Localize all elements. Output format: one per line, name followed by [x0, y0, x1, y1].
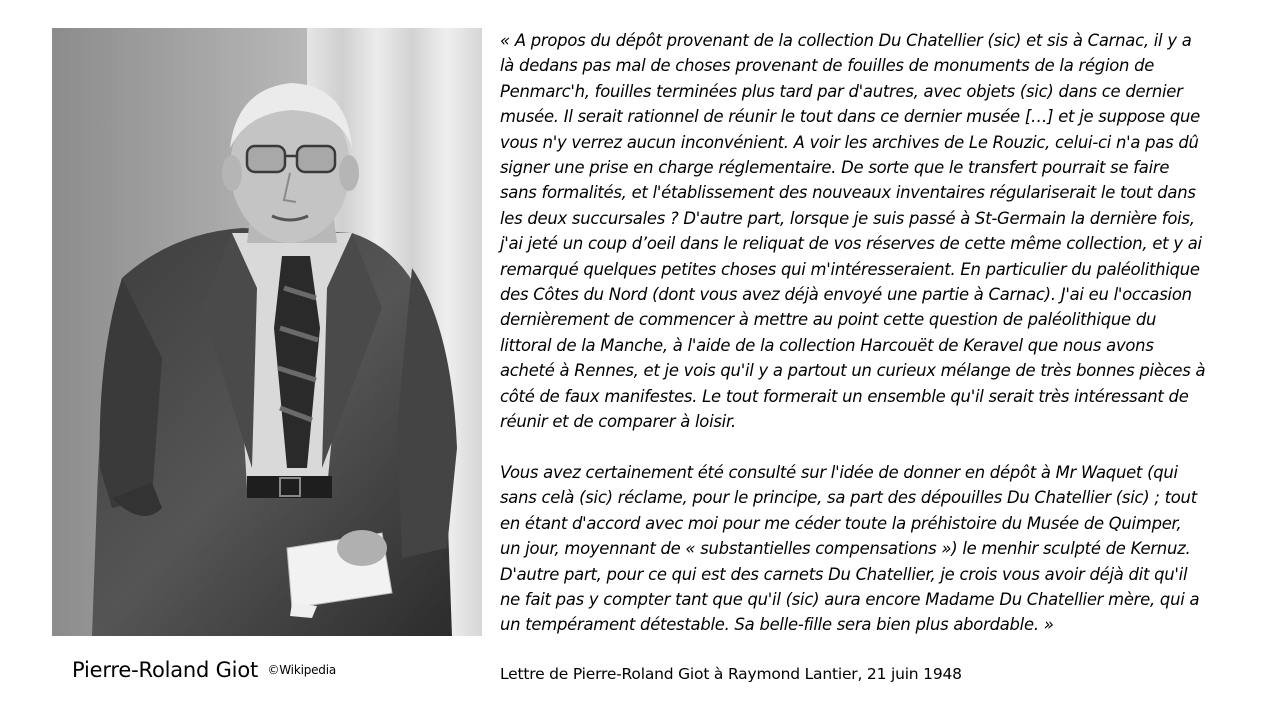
- quote-line: réunir et de comparer à loisir.: [500, 412, 736, 432]
- quote-line: vous n'y verrez aucun inconvénient. A voir les archives de Le Rouzic, celui-ci n'a pas dû: [500, 132, 1199, 152]
- quote-line: un jour, moyennant de « substantielles compensations ») le menhir sculpté de Kernuz.: [500, 539, 1191, 559]
- quote-line: Vous avez certainement été consulté sur l'idée de donner en dépôt à Mr Waquet (qui: [500, 462, 1178, 482]
- quote-line: « A propos du dépôt provenant de la collection Du Chatellier (sic) et sis à Carnac, il y a: [500, 31, 1192, 50]
- quote-line: sans formalités, et l'établissement des nouveaux inventaires régulariserait le tout dans: [500, 183, 1196, 203]
- quote-line: littoral de la Manche, à l'aide de la collection Harcouët de Keravel que nous avons: [500, 335, 1154, 355]
- quote-line: un tempérament détestable. Sa belle-fille sera bien plus abordable. »: [500, 615, 1054, 635]
- letter-quote: [500, 28, 1260, 638]
- quote-line: en étant d'accord avec moi pour me céder toute la préhistoire du Musée de Quimper,: [500, 513, 1182, 533]
- quote-line: acheté à Rennes, et je vois qu'il y a partout un curieux mélange de très bonnes pièces à: [500, 361, 1206, 381]
- quote-line: là dedans pas mal de choses provenant de fouilles de monuments de la région de: [500, 56, 1155, 76]
- quote-line: dernièrement de commencer à mettre au point cette question de paléolithique du: [500, 310, 1157, 330]
- quote-line: D'autre part, pour ce qui est des carnets Du Chatellier, je crois vous avoir déjà dit qu'il: [500, 564, 1188, 584]
- paragraph-break: [500, 435, 1260, 460]
- letter-source: Lettre de Pierre-Roland Giot à Raymond Lantier, 21 juin 1948: [500, 665, 962, 683]
- quote-line: les deux succursales ? D'autre part, lorsque je suis passé à St-Germain la dernière fois,: [500, 208, 1195, 228]
- quote-line: côté de faux manifestes. Le tout formerait un ensemble qu'il serait très intéressant de: [500, 386, 1189, 406]
- quote-line: musée. Il serait rationnel de réunir le tout dans ce dernier musée […] et je suppose que: [500, 107, 1201, 127]
- portrait-illustration: [52, 28, 482, 636]
- quote-line: Penmarc'h, fouilles terminées plus tard par d'autres, avec objets (sic) dans ce dernier: [500, 81, 1183, 101]
- quote-line: j'ai jeté un coup d’oeil dans le reliquat de vos réserves de cette même collection, et y ai: [500, 234, 1202, 254]
- quote-line: signer une prise en charge réglementaire. De sorte que le transfert pourrait se faire: [500, 158, 1170, 178]
- quote-line: sans celà (sic) réclame, pour le principe, sa part des dépouilles Du Chatellier (sic) ; tout: [500, 488, 1197, 508]
- caption-name: Pierre-Roland Giot: [72, 658, 258, 682]
- quote-line: des Côtes du Nord (dont vous avez déjà envoyé une partie à Carnac). J'ai eu l'occasion: [500, 285, 1192, 305]
- portrait-photo: [52, 28, 482, 636]
- photo-caption: [72, 656, 336, 687]
- caption-credit: ©Wikipedia: [267, 663, 337, 677]
- quote-line: ne fait pas y compter tant que qu'il (sic) aura encore Madame Du Chatellier mère, qui a: [500, 589, 1200, 609]
- quote-line: remarqué quelques petites choses qui m'intéresseraient. En particulier du paléolithique: [500, 259, 1200, 279]
